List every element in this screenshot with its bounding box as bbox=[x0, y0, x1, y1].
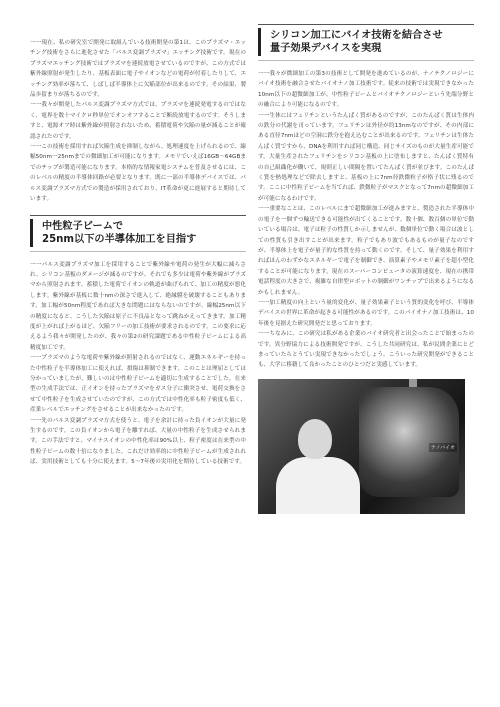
heading-line-2: 量子効果デバイスを実現 bbox=[270, 43, 382, 54]
right-paragraph-4: 一一加工精度の向上という量的変化が、量子効果素子という質的変化を呼び、半導体デバイスの世界に革命が起きる可能性があるのです。このバイオナノ加工技術は、10年後を見据えた研究開発だと思っております。 bbox=[258, 299, 474, 327]
right-paragraph-1: 一一我々が微細加工の第3の技術として開発を進めているのが、ナノテクノロジーにバイオ技術を融合させたバイオナノ加工技術です。従来の技術では実現できなかった10nm以下の超微細加工が、中性粒子ビームとバイオテクノロジーという先端分野との融合により可能になるのです。 bbox=[258, 71, 474, 109]
left-paragraph-3: 一一この技術を採用すれば欠陥生成を抑制しながら、処理速度を上げられるので、線幅50nm一25nmまでの微細加工が可能になります。メモリでいえば16GB〜64GBまでのチップが製造可能になります。本格的な情報家電システムを普及させるには、このレベルの精度の半導体回路が必要となります。既に一部の半導体デバイスでは、パルス変調プラズマ方式での製造が採用されており、IT革命が更に進展すると期待しています。 bbox=[30, 144, 246, 203]
left-column bbox=[30, 38, 246, 468]
section-heading-bio-nano bbox=[258, 24, 474, 61]
researcher-photo bbox=[258, 379, 465, 514]
left-paragraph-6: 一一先のパルス変調プラズマ方式を使うと、電子を余計に持った負イオンが大量に発生するのです。この負イオンから電子を離すれば、大量の中性粒子を生成させられます。この手法ですと、マイナスイオンの中性化率は90%以上、粒子密度は在来型の中性粒子ビームの数十倍になりました。これだけ効率的に中性粒子ビームが生成されれば、実用技術としても十分に使えます。5〜7年後の実用化を期待している技術です。 bbox=[30, 417, 246, 466]
left-paragraph-1: 一一現在、私の研究室で開発に取組んでいる技術開発の第1は、このプラズマ・エッチング技術をさらに進化させた「パルス変調プラズマ」エッチング技術です。現在のプラズマエッチング技術ではプラズマを連続放電させているのですが、この方式では紫外線照射が発生したり、基板表面に電子やイオンなどの電荷が付着したりして、エッチング効率が落ちて、しばしば半導体上に欠陥部位が出来るのです。その結果、製品歩留まりが落ちるのです。 bbox=[30, 40, 246, 99]
heading-line-1: シリコン加工にバイオ技術を結合させ bbox=[270, 30, 443, 41]
right-paragraph-2: 一一生体にはフェリチンというたんぱく質があるのですが、このたんぱく質は生体内の鉄分の代謝を司っています。フェリチンは外径が約13nmなのですが、その内部にある直径7nmほどの空洞に鉄分を抱え込むことが出来るのです。フェリチンは生体たんぱく質ですから、DNAを利用すれば同じ構造、同じサイズのものが大量生産可能です。大量生産されたフェリチンをシリコン基板の上に塗布しますと、たんぱく質特有の自己組織化が働いて、規則正しい間隔を置いてたんぱく質が並びます。このたんぱく質を熱処理などで除去しますと、基板の上に7nm径鉄微粒子が格子状に残るのです。ここに中性粒子ビームを当てれば、鉄微粒子がマスクとなって7nmの超微細加工が可能になるわけです。 bbox=[258, 112, 474, 202]
heading-accent-bar bbox=[258, 28, 261, 56]
heading-accent-bar bbox=[30, 219, 33, 247]
left-paragraph-5: 一一プラズマのような電荷や紫外線が照射されるのではなく、運動エネルギーを持った中性粒子を半導体加工に使えれば、損傷は抑制できます。このことは理屈としては分かっていましたが、難しいのは中性粒子ビームを適切に生成することでした。在来型の生成手法では、正イオンを持ったプラズマをガス分子に衝突させ、電荷交換をさせて中性粒子を生成させていたのですが、この方式では中性化率も粒子密度も低く、産業レベルでエッチングをさせることが出来なかったのです。 bbox=[30, 355, 246, 414]
right-paragraph-5: 一一ちなみに、この研究は私がある企業のバイオ研究者と出会ったことで始まったのです。異分野協力による技術開発ですが、こうした共同研究は、私が民間企業にとどまっていたらとうてい実現できなかったでしょう。こういった研究開発ができることも、大学に移籍して良かったことのひとつだと実感しています。 bbox=[258, 331, 474, 369]
photo-equipment-label: ナノバイオ bbox=[430, 444, 455, 451]
right-paragraph-3: 一一重要なことは、このレベルにまで超微細加工が進みますと、製造された半導体中の電子を一個ずつ輸送できる可能性が出てくることです。数十個、数百個の単位で動いている場合は、電子は粒子の性質しか示しませんが、数個単位で動く場合は波としての性質も引き出すことが出来ます。粒子でもあり波でもあるものが量子なのですが、半導体上を電子が量子的な性質を持って動くのです。そして、量子効果を利用すればほんのわずかなエネルギーで電子を制御でき、演算素子やメモリ素子を超小型化することが可能になります。現在のスーパーコンピュータの演算速度を、現在の携帯電話程度の大きさで、複雑な自律型ロボットの制御がワンチップで出来るようになるかもしれません。 bbox=[258, 206, 474, 296]
photo-person-body bbox=[276, 457, 360, 514]
right-column bbox=[258, 24, 474, 514]
left-paragraph-4: 一一パルス変調プラズマ加工を採用することで紫外線や電荷の発生が大幅に減らされ、シリコン基板のダメージが減るのですが、それでも多少は電荷や紫外線がプラズマから照射されます。蓄積した電荷でイオンの軌道が曲げられて、加工の精度が悪化します。紫外線が基板に数十nmの深さで進入して、絶縁膜を破壊することもあります。加工幅が50nm程度であれば大きな問題にはならないのですが、線幅25nm以下の精度になると、こうした欠陥は原子に不良品となって跳ねかえってきます。加工精度が上がれば上がるほど、欠陥フリーの加工技術が要求されるのです。この要求に応えるよう我々が開発したのが、我々の第2の研究課題である中性粒子ビームによる高精度加工です。 bbox=[30, 261, 246, 351]
section-heading-neutral-beam bbox=[30, 215, 246, 252]
photo-apparatus bbox=[359, 387, 459, 497]
heading-line-2: 25nm以下の半導体加工を目指す bbox=[42, 233, 197, 245]
heading-line-1: 中性粒子ビームで bbox=[42, 220, 124, 232]
left-paragraph-2: 一一我々が開発したパルス変調プラズマ方式では、プラズマを連続発電するのではなく、電界を数十マイクロ秒単位でオンオフすることで断続放電するのです。そうしますと、電源オフ時は紫外線が照射されないため、蓄積電荷や欠陥の量が減ることが確認されたのです。 bbox=[30, 102, 246, 140]
photo-person-head bbox=[298, 419, 332, 459]
